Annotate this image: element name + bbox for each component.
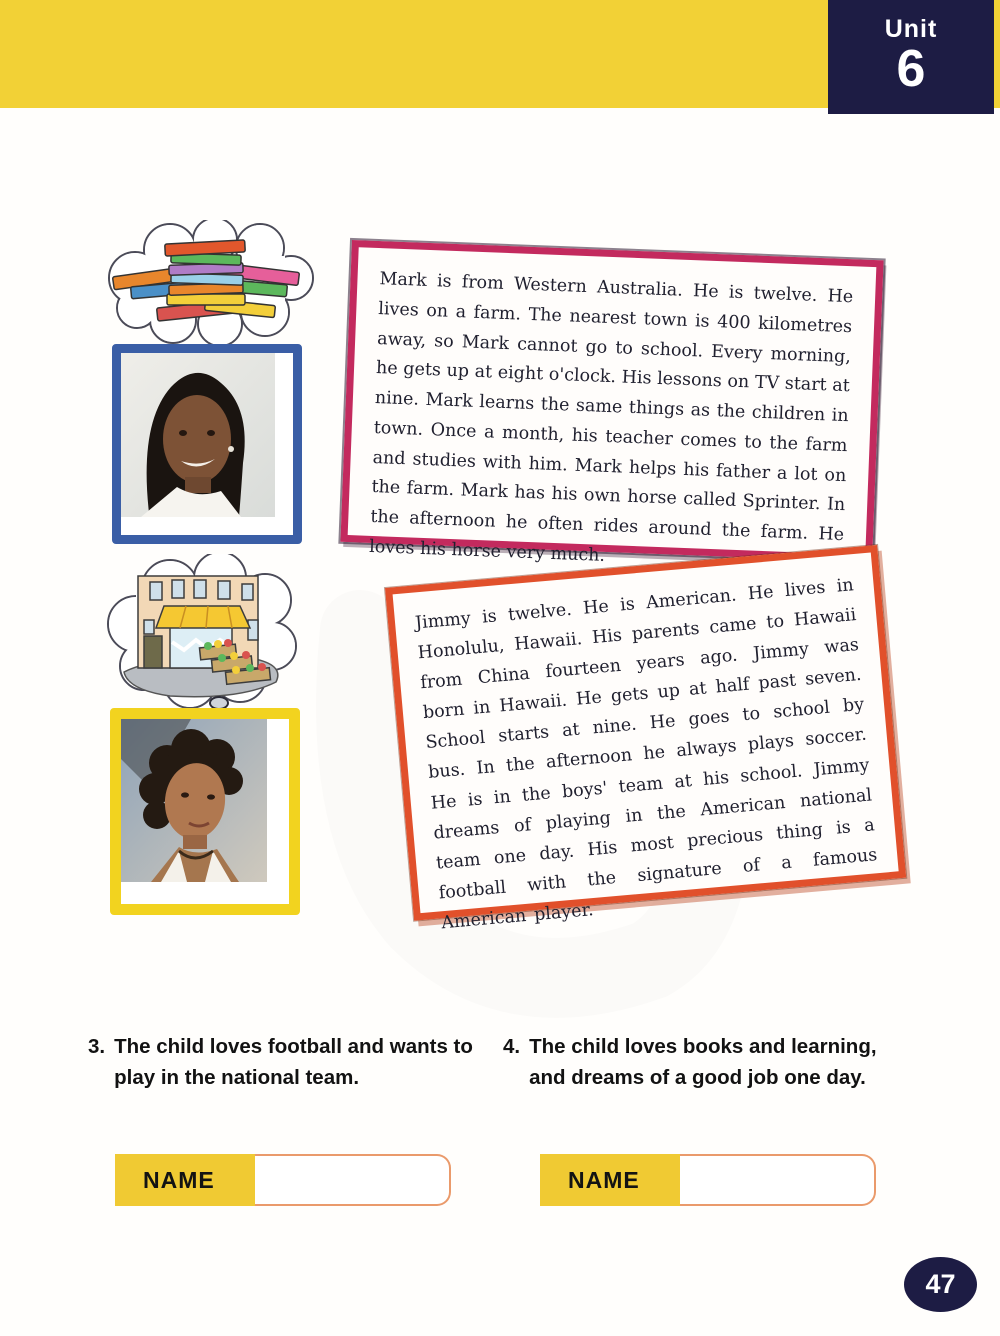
mark-passage-box [340,240,883,566]
unit-badge [828,0,994,114]
name-field-2 [540,1154,876,1206]
page-number-badge [904,1257,977,1312]
name-input-1[interactable] [255,1154,451,1206]
question-4-text: The child loves books and learning, and dreams of a good job one day. [529,1035,877,1089]
shop-thought-bubble-icon [100,554,300,712]
question-3-number: 3. [88,1035,106,1058]
name-input-2[interactable] [680,1154,876,1206]
jimmy-passage-box [385,545,906,934]
unit-number: 6 [896,40,926,99]
jimmy-photo [110,708,300,915]
name-label-1: NAME [115,1154,255,1206]
question-4 [503,1032,915,1094]
name-label-2: NAME [540,1154,680,1206]
unit-label: Unit [884,15,938,44]
page-number: 47 [925,1269,956,1299]
mark-photo [112,344,302,544]
question-3 [88,1032,483,1094]
name-field-1 [115,1154,451,1206]
books-thought-bubble-icon [95,220,315,348]
question-3-text: The child loves football and wants to play in the national team. [114,1035,473,1089]
jimmy-passage-text: Jimmy is twelve. He is American. He lives in Honolulu, Hawaii. His parents came to Hawaii from China fourteen years ago. Jimmy was born in Hawaii. He gets up at half past seven. School starts at nine. He goes to school by bus. In the afternoon he always plays soccer. He is in the boys' team at his school. Jimmy dreams of playing in the American national team one day. His most precious thing is a football with the signature of a famous American player. [414,575,879,934]
mark-passage-text: Mark is from Western Australia. He is twelve. He lives on a farm. The nearest town is 400 kilometres away, so Mark cannot go to school. Every morning, he gets up at eight o'clock. His lessons on TV start at nine. Mark learns the same things as the children in town. Once a month, his teacher comes to the farm and studies with him. Mark helps his father a lot on the farm. Mark has his own horse called Sprinter. In the afternoon he often rides around the farm. He loves his horse very much. [368,269,854,566]
question-4-number: 4. [503,1035,521,1058]
